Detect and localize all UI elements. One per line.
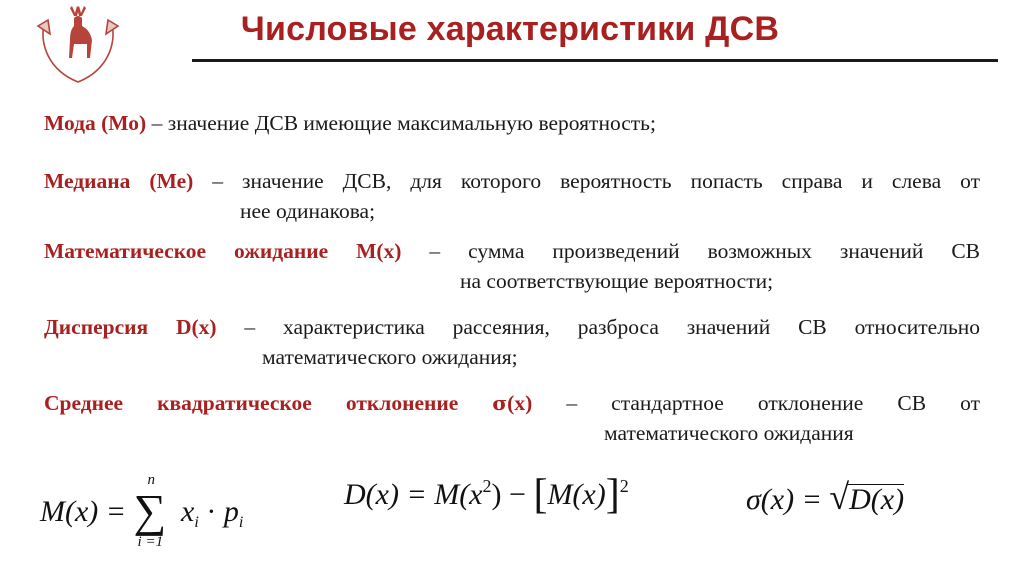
term-mode: Мода (Мо) bbox=[44, 111, 147, 135]
definition-text: характеристика рассеяния, разброса значений СВ относительно bbox=[283, 315, 980, 339]
dash: – bbox=[146, 111, 168, 135]
definition-text: сумма произведений возможных значений СВ bbox=[468, 239, 980, 263]
college-logo bbox=[30, 4, 126, 92]
definition-text-continued: математического ожидания bbox=[604, 421, 854, 445]
title-underline bbox=[192, 59, 998, 62]
term-variance: Дисперсия D(x) bbox=[44, 315, 217, 339]
definition-text-continued: на соответствующие вероятности; bbox=[460, 269, 774, 293]
definition-expectation bbox=[44, 236, 980, 296]
definition-text-continued: нее одинакова; bbox=[240, 199, 376, 223]
dash: – bbox=[401, 239, 469, 263]
sigma-symbol: σ bbox=[492, 391, 508, 415]
dash: – bbox=[216, 315, 283, 339]
dash: – bbox=[532, 391, 612, 415]
sum-symbol: n ∑ i =1 bbox=[133, 472, 167, 550]
slide-title: Числовые характеристики ДСВ bbox=[240, 10, 780, 48]
term-median: Медиана (Ме) bbox=[44, 169, 194, 193]
term-stddev: Среднее квадратическое отклонение σ(х) bbox=[44, 391, 533, 415]
definition-text: значение ДСВ, для которого вероятность попасть справа и слева от bbox=[242, 169, 980, 193]
definition-stddev bbox=[44, 388, 980, 448]
definition-variance bbox=[44, 312, 980, 372]
formula-stddev: σ(x) = √D(x) bbox=[746, 477, 905, 517]
formula-expectation: M(x) = n ∑ i =1 $x_i \cdot p_i$ bbox=[40, 474, 243, 554]
definition-text: значение ДСВ имеющие максимальную вероятность; bbox=[167, 111, 656, 135]
dash: – bbox=[193, 169, 243, 193]
definition-mode bbox=[44, 108, 656, 138]
definition-text-continued: математического ожидания; bbox=[262, 345, 518, 369]
sqrt-icon: √ bbox=[829, 477, 850, 517]
term-expectation: Математическое ожидание М(х) bbox=[44, 239, 402, 263]
formula-variance: $D(x) = M(x^2) - [M(x)]^2$ bbox=[344, 472, 629, 518]
definition-median bbox=[44, 166, 980, 226]
definition-text: стандартное отклонение СВ от bbox=[611, 391, 981, 415]
